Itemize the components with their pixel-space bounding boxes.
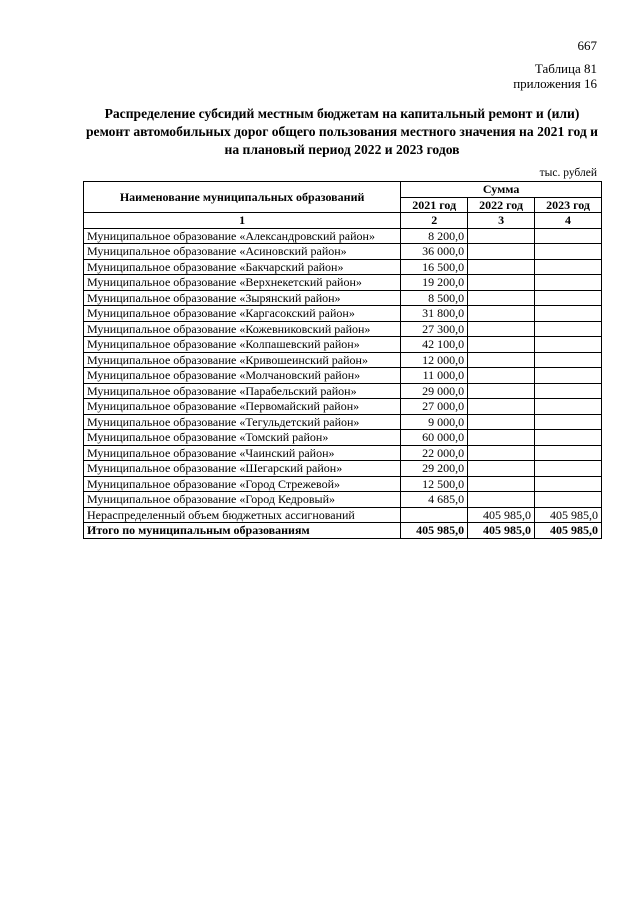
row-value-2023 (535, 259, 602, 275)
table-row (84, 492, 602, 508)
row-name: Муниципальное образование «Первомайский район» (84, 399, 401, 415)
row-value-2023 (535, 368, 602, 384)
row-value-2022 (468, 399, 535, 415)
total-row (84, 523, 602, 539)
table-row (84, 337, 602, 353)
row-value-2022 (468, 275, 535, 291)
table-row (84, 383, 602, 399)
total-name: Итого по муниципальным образованиям (84, 523, 401, 539)
row-value-2021: 22 000,0 (401, 445, 468, 461)
row-value-2023 (535, 337, 602, 353)
row-value-2023 (535, 383, 602, 399)
table-reference (513, 61, 597, 91)
table-row (84, 352, 602, 368)
table-row (84, 259, 602, 275)
row-value-2022 (468, 461, 535, 477)
row-value-2022 (468, 306, 535, 322)
row-value-2021: 36 000,0 (401, 244, 468, 260)
table-row (84, 228, 602, 244)
table-row (84, 430, 602, 446)
row-name: Муниципальное образование «Зырянский район» (84, 290, 401, 306)
row-value-2023: 405 985,0 (535, 507, 602, 523)
row-value-2023 (535, 244, 602, 260)
row-name: Муниципальное образование «Асиновский район» (84, 244, 401, 260)
col-number-2: 2 (401, 213, 468, 229)
row-value-2022 (468, 352, 535, 368)
row-value-2021: 29 000,0 (401, 383, 468, 399)
table-reference-line2: приложения 16 (513, 76, 597, 91)
table-row (84, 445, 602, 461)
row-value-2021: 27 000,0 (401, 399, 468, 415)
row-value-2022 (468, 337, 535, 353)
row-value-2021: 27 300,0 (401, 321, 468, 337)
row-value-2021: 42 100,0 (401, 337, 468, 353)
row-name: Муниципальное образование «Молчановский район» (84, 368, 401, 384)
row-value-2023 (535, 476, 602, 492)
row-value-2021: 12 000,0 (401, 352, 468, 368)
header-sum: Сумма (401, 182, 602, 198)
row-value-2022 (468, 244, 535, 260)
row-name: Муниципальное образование «Кривошеинский район» (84, 352, 401, 368)
header-row-main (84, 182, 602, 198)
table-row (84, 275, 602, 291)
table-reference-line1: Таблица 81 (534, 61, 597, 76)
table-row (84, 414, 602, 430)
row-name: Муниципальное образование «Город Стрежевой» (84, 476, 401, 492)
col-number-4: 4 (535, 213, 602, 229)
total-2021: 405 985,0 (401, 523, 468, 539)
row-value-2021: 12 500,0 (401, 476, 468, 492)
row-name: Муниципальное образование «Кожевниковский район» (84, 321, 401, 337)
table-row (84, 507, 602, 523)
row-name: Муниципальное образование «Бакчарский район» (84, 259, 401, 275)
row-value-2022 (468, 228, 535, 244)
row-value-2021: 8 200,0 (401, 228, 468, 244)
row-value-2021: 19 200,0 (401, 275, 468, 291)
col-number-3: 3 (468, 213, 535, 229)
row-value-2022 (468, 383, 535, 399)
row-name: Муниципальное образование «Город Кедровый» (84, 492, 401, 508)
row-value-2023 (535, 228, 602, 244)
header-year-2021: 2021 год (401, 197, 468, 213)
document-title: Распределение субсидий местным бюджетам на капитальный ремонт и (или) ремонт автомобильных дорог общего пользования местного значения на 2021 год и на плановый период 2022 и 2023 годов (85, 106, 599, 157)
row-name: Муниципальное образование «Александровский район» (84, 228, 401, 244)
table-row (84, 306, 602, 322)
row-value-2023 (535, 414, 602, 430)
table-row (84, 461, 602, 477)
row-name: Муниципальное образование «Верхнекетский район» (84, 275, 401, 291)
row-value-2022 (468, 368, 535, 384)
row-value-2021: 9 000,0 (401, 414, 468, 430)
row-value-2023 (535, 290, 602, 306)
header-row-col-numbers (84, 213, 602, 229)
units-label: тыс. рублей (539, 167, 597, 179)
row-value-2023 (535, 492, 602, 508)
table-row (84, 368, 602, 384)
row-value-2023 (535, 445, 602, 461)
row-value-2023 (535, 352, 602, 368)
row-value-2022: 405 985,0 (468, 507, 535, 523)
total-2022: 405 985,0 (468, 523, 535, 539)
row-name: Муниципальное образование «Парабельский район» (84, 383, 401, 399)
row-value-2021 (401, 507, 468, 523)
row-name: Нераспределенный объем бюджетных ассигнований (84, 507, 401, 523)
table-row (84, 399, 602, 415)
col-number-1: 1 (84, 213, 401, 229)
row-value-2022 (468, 259, 535, 275)
row-name: Муниципальное образование «Томский район» (84, 430, 401, 446)
row-value-2021: 16 500,0 (401, 259, 468, 275)
row-value-2022 (468, 476, 535, 492)
table-row (84, 476, 602, 492)
row-value-2023 (535, 275, 602, 291)
row-value-2021: 4 685,0 (401, 492, 468, 508)
table-row (84, 321, 602, 337)
table-row (84, 290, 602, 306)
row-value-2021: 8 500,0 (401, 290, 468, 306)
row-name: Муниципальное образование «Шегарский район» (84, 461, 401, 477)
row-value-2021: 60 000,0 (401, 430, 468, 446)
row-name: Муниципальное образование «Колпашевский район» (84, 337, 401, 353)
header-year-2023: 2023 год (535, 197, 602, 213)
page-number: 667 (577, 38, 597, 53)
row-name: Муниципальное образование «Чаинский район» (84, 445, 401, 461)
row-value-2022 (468, 445, 535, 461)
row-name: Муниципальное образование «Каргасокский район» (84, 306, 401, 322)
header-name: Наименование муниципальных образований (84, 182, 401, 213)
row-value-2023 (535, 306, 602, 322)
row-value-2022 (468, 321, 535, 337)
row-value-2023 (535, 321, 602, 337)
row-name: Муниципальное образование «Тегульдетский район» (84, 414, 401, 430)
total-2023: 405 985,0 (535, 523, 602, 539)
header-year-2022: 2022 год (468, 197, 535, 213)
table-body (84, 228, 602, 538)
row-value-2022 (468, 430, 535, 446)
row-value-2021: 11 000,0 (401, 368, 468, 384)
table-row (84, 244, 602, 260)
row-value-2022 (468, 492, 535, 508)
row-value-2022 (468, 290, 535, 306)
row-value-2023 (535, 461, 602, 477)
row-value-2022 (468, 414, 535, 430)
row-value-2023 (535, 399, 602, 415)
row-value-2023 (535, 430, 602, 446)
row-value-2021: 31 800,0 (401, 306, 468, 322)
row-value-2021: 29 200,0 (401, 461, 468, 477)
subsidy-table (83, 181, 602, 539)
